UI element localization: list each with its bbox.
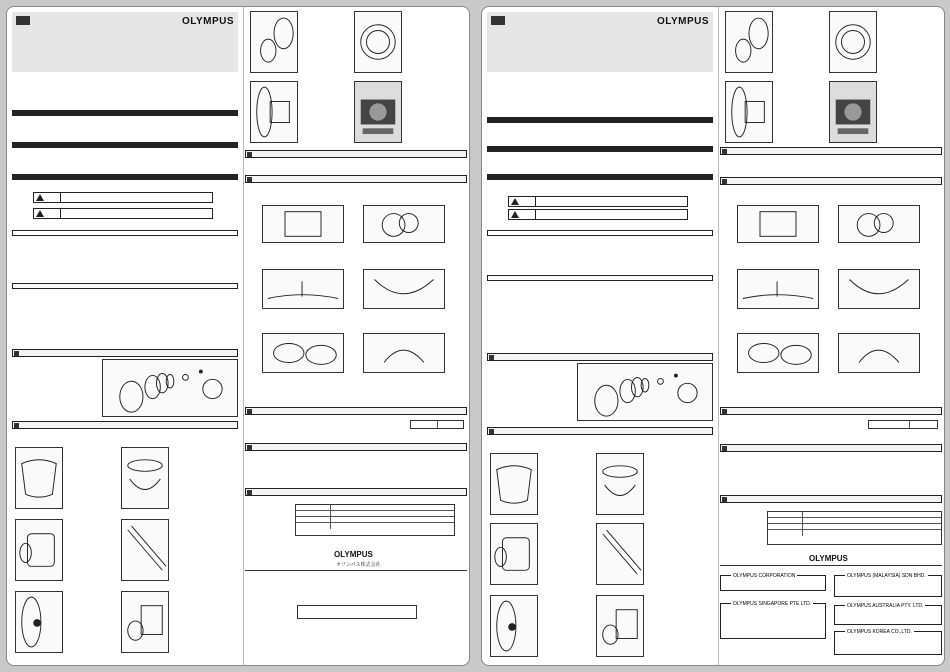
camera-figure: [354, 81, 402, 143]
section-header: [245, 150, 467, 158]
caution-header: [487, 275, 713, 281]
figure-2: [121, 447, 169, 509]
figure-6: [596, 595, 644, 657]
section-header: [245, 175, 467, 183]
section-header: [245, 488, 467, 496]
figure-1: [490, 453, 538, 515]
warning-header: [487, 230, 713, 236]
warning-box: [33, 192, 213, 203]
section-bar: [12, 110, 238, 116]
olympus-logo: OLYMPUS: [181, 16, 234, 27]
figure-15: [838, 333, 920, 373]
figure-5: [490, 595, 538, 657]
section-header: [720, 147, 942, 155]
figure-12: [262, 269, 344, 309]
figure-7: [725, 11, 773, 73]
warning-icon: [36, 194, 44, 201]
caution-box: [508, 209, 688, 220]
section-bar: [487, 117, 713, 123]
figure-10: [737, 205, 819, 243]
figure-3: [490, 523, 538, 585]
specifications-table: [295, 504, 455, 536]
section-header: [720, 407, 942, 415]
figure-4: [596, 523, 644, 585]
manual-page-right: [481, 6, 945, 666]
company-name-jp: オリンパス株式会社: [336, 562, 381, 568]
olympus-logo-footer: OLYMPUS: [809, 554, 848, 563]
figure-8: [829, 11, 877, 73]
office-box: OLYMPUS AUSTRALIA PTY. LTD.: [834, 605, 942, 625]
office-box: OLYMPUS KOREA CO.,LTD.: [834, 631, 942, 655]
figure-9: [250, 81, 298, 143]
section-header: [12, 421, 238, 429]
column-divider: [718, 7, 719, 665]
figure-11: [363, 205, 445, 243]
spec-table: [410, 420, 464, 429]
warning-icon: [511, 198, 519, 205]
office-box: OLYMPUS (MALAYSIA) SDN BHD.: [834, 575, 942, 597]
figure-4: [121, 519, 169, 581]
section-header: [487, 427, 713, 435]
warning-header: [12, 230, 238, 236]
parts-illustration: [578, 364, 712, 420]
figure-8: [354, 11, 402, 73]
figure-11: [838, 205, 920, 243]
olympus-logo-footer: OLYMPUS: [334, 550, 373, 559]
figure-7: [250, 11, 298, 73]
footer-rule: [720, 565, 942, 566]
figure-3: [15, 519, 63, 581]
figure-12: [737, 269, 819, 309]
header-banner: [487, 12, 713, 72]
section-header: [720, 444, 942, 452]
caution-box: [33, 208, 213, 219]
figure-9: [725, 81, 773, 143]
parts-diagram: [102, 359, 238, 417]
office-box: OLYMPUS SINGAPORE PTE LTD.: [720, 603, 826, 639]
section-header: [12, 349, 238, 357]
caution-header: [12, 283, 238, 289]
specifications-table: [767, 511, 942, 545]
figure-13: [838, 269, 920, 309]
footer-box: [297, 605, 417, 619]
figure-14: [737, 333, 819, 373]
spec-table: [868, 420, 938, 429]
camera-figure: [829, 81, 877, 143]
section-header: [720, 495, 942, 503]
section-header: [720, 177, 942, 185]
section-header: [487, 353, 713, 361]
language-tab: [16, 16, 30, 25]
parts-diagram: [577, 363, 713, 421]
office-box: OLYMPUS CORPORATION: [720, 575, 826, 591]
section-bar: [487, 146, 713, 152]
figure-1: [15, 447, 63, 509]
figure-6: [121, 591, 169, 653]
figure-5: [15, 591, 63, 653]
figure-14: [262, 333, 344, 373]
column-divider: [243, 7, 244, 665]
figure-13: [363, 269, 445, 309]
section-bar: [12, 142, 238, 148]
header-banner: [12, 12, 238, 72]
section-header: [245, 407, 467, 415]
manual-page-left: [6, 6, 470, 666]
figure-10: [262, 205, 344, 243]
section-header: [245, 443, 467, 451]
warning-box: [508, 196, 688, 207]
figure-15: [363, 333, 445, 373]
olympus-logo: OLYMPUS: [656, 16, 709, 27]
section-bar: [12, 174, 238, 180]
caution-icon: [36, 210, 44, 217]
figure-2: [596, 453, 644, 515]
footer-rule: [245, 570, 467, 571]
language-tab: [491, 16, 505, 25]
parts-illustration: [103, 360, 237, 416]
section-bar: [487, 174, 713, 180]
caution-icon: [511, 211, 519, 218]
